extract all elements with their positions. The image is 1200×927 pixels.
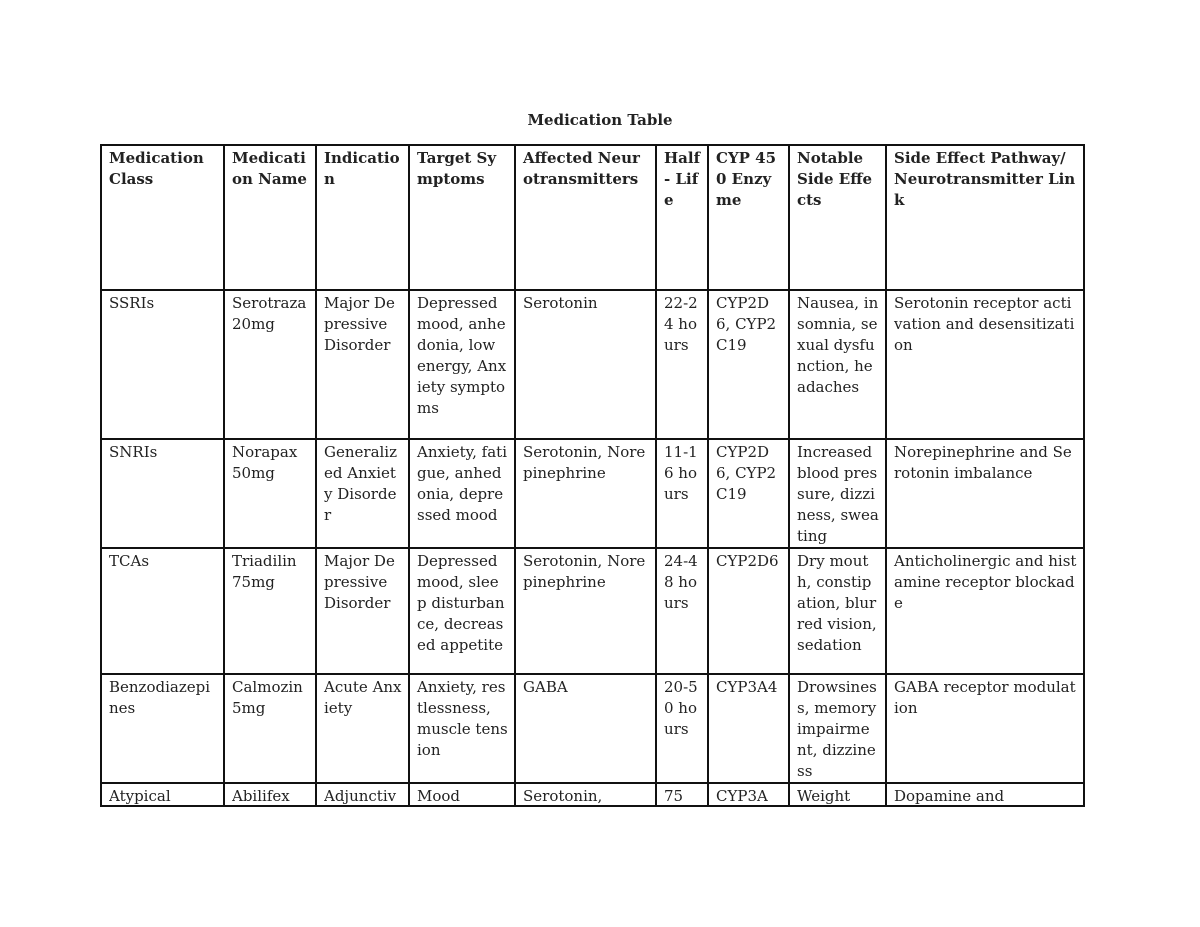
cell-side-effect-pathway: Norepinephrine and Serotonin imbalance xyxy=(886,439,1084,548)
cell-medication-class: SSRIs xyxy=(101,290,224,439)
cell-affected-neurotransmitters: Serotonin xyxy=(515,290,656,439)
cell-medication-name: Triadilin 75mg xyxy=(224,548,316,674)
cell-text: Adjunctiv xyxy=(324,787,397,805)
cell-indication: Major Depressive Disorder xyxy=(316,548,409,674)
column-header-target-symptoms: Target Symptoms xyxy=(409,145,515,290)
cell-side-effect-pathway: Serotonin receptor activation and desensitization xyxy=(886,290,1084,439)
cell-medication-class: Benzodiazepines xyxy=(101,674,224,783)
column-header-notable-side-effects: Notable Side Effects xyxy=(789,145,886,290)
cell-medication-name: Calmozin 5mg xyxy=(224,674,316,783)
cell-target-symptoms: Anxiety, fatigue, anhedonia, depressed mood xyxy=(409,439,515,548)
cell-text: Atypical xyxy=(109,787,171,805)
cell-indication: Acute Anxiety xyxy=(316,674,409,783)
cell-text: CYP3A xyxy=(716,787,768,805)
cell-medication-class: SNRIs xyxy=(101,439,224,548)
cell-half-life xyxy=(656,783,708,806)
cell-half-life: 20-50 hours xyxy=(656,674,708,783)
cell-text: Mood xyxy=(417,787,461,805)
column-header-affected-neurotransmitters: Affected Neurotransmitters xyxy=(515,145,656,290)
cell-cyp450-enzyme: CYP3A4 xyxy=(708,674,789,783)
table-row xyxy=(101,674,1084,783)
table-row xyxy=(101,548,1084,674)
column-header-medication-name: Medication Name xyxy=(224,145,316,290)
cell-medication-name: Serotraza 20mg xyxy=(224,290,316,439)
cell-side-effect-pathway xyxy=(886,783,1084,806)
table-header-row xyxy=(101,145,1084,290)
table-row xyxy=(101,439,1084,548)
cell-affected-neurotransmitters xyxy=(515,783,656,806)
cell-side-effect-pathway: GABA receptor modulation xyxy=(886,674,1084,783)
cell-indication: Generalized Anxiety Disorder xyxy=(316,439,409,548)
cell-half-life: 24-48 hours xyxy=(656,548,708,674)
column-header-half-life: Half - Life xyxy=(656,145,708,290)
cell-affected-neurotransmitters: Serotonin, Norepinephrine xyxy=(515,548,656,674)
column-header-indication: Indication xyxy=(316,145,409,290)
cell-cyp450-enzyme: CYP2D6, CYP2C19 xyxy=(708,439,789,548)
cell-half-life: 11-16 hours xyxy=(656,439,708,548)
column-header-cyp450-enzyme: CYP 450 Enzyme xyxy=(708,145,789,290)
cell-target-symptoms: Depressed mood, anhedonia, low energy, Anxiety symptoms xyxy=(409,290,515,439)
cell-affected-neurotransmitters: GABA xyxy=(515,674,656,783)
cell-text: Dopamine and xyxy=(894,787,1005,805)
medication-table xyxy=(100,144,1085,807)
cell-target-symptoms xyxy=(409,783,515,806)
cell-cyp450-enzyme xyxy=(708,783,789,806)
cell-target-symptoms: Anxiety, restlessness, muscle tension xyxy=(409,674,515,783)
page-title: Medication Table xyxy=(527,111,673,129)
column-header-medication-class: Medication Class xyxy=(101,145,224,290)
cell-side-effect-pathway: Anticholinergic and histamine receptor blockade xyxy=(886,548,1084,674)
cell-notable-side-effects: Increased blood pressure, dizziness, sweating xyxy=(789,439,886,548)
table-row xyxy=(101,783,1084,806)
cell-indication xyxy=(316,783,409,806)
cell-cyp450-enzyme: CYP2D6 xyxy=(708,548,789,674)
cell-indication: Major Depressive Disorder xyxy=(316,290,409,439)
cell-medication-name xyxy=(224,783,316,806)
cell-notable-side-effects: Nausea, insomnia, sexual dysfunction, headaches xyxy=(789,290,886,439)
cell-medication-class: TCAs xyxy=(101,548,224,674)
cell-affected-neurotransmitters: Serotonin, Norepinephrine xyxy=(515,439,656,548)
cell-notable-side-effects xyxy=(789,783,886,806)
cell-target-symptoms: Depressed mood, sleep disturbance, decreased appetite xyxy=(409,548,515,674)
cell-text: Weight xyxy=(797,787,851,805)
cell-medication-name: Norapax 50mg xyxy=(224,439,316,548)
cell-medication-class xyxy=(101,783,224,806)
cell-text: 75 xyxy=(664,787,684,805)
cell-text: Abilifex xyxy=(232,787,290,805)
cell-notable-side-effects: Dry mouth, constipation, blurred vision, sedation xyxy=(789,548,886,674)
cell-notable-side-effects: Drowsiness, memory impairment, dizziness xyxy=(789,674,886,783)
cell-half-life: 22-24 hours xyxy=(656,290,708,439)
cell-text: Serotonin, xyxy=(523,787,603,805)
table-row xyxy=(101,290,1084,439)
cell-cyp450-enzyme: CYP2D6, CYP2C19 xyxy=(708,290,789,439)
column-header-side-effect-pathway: Side Effect Pathway/Neurotransmitter Link xyxy=(886,145,1084,290)
